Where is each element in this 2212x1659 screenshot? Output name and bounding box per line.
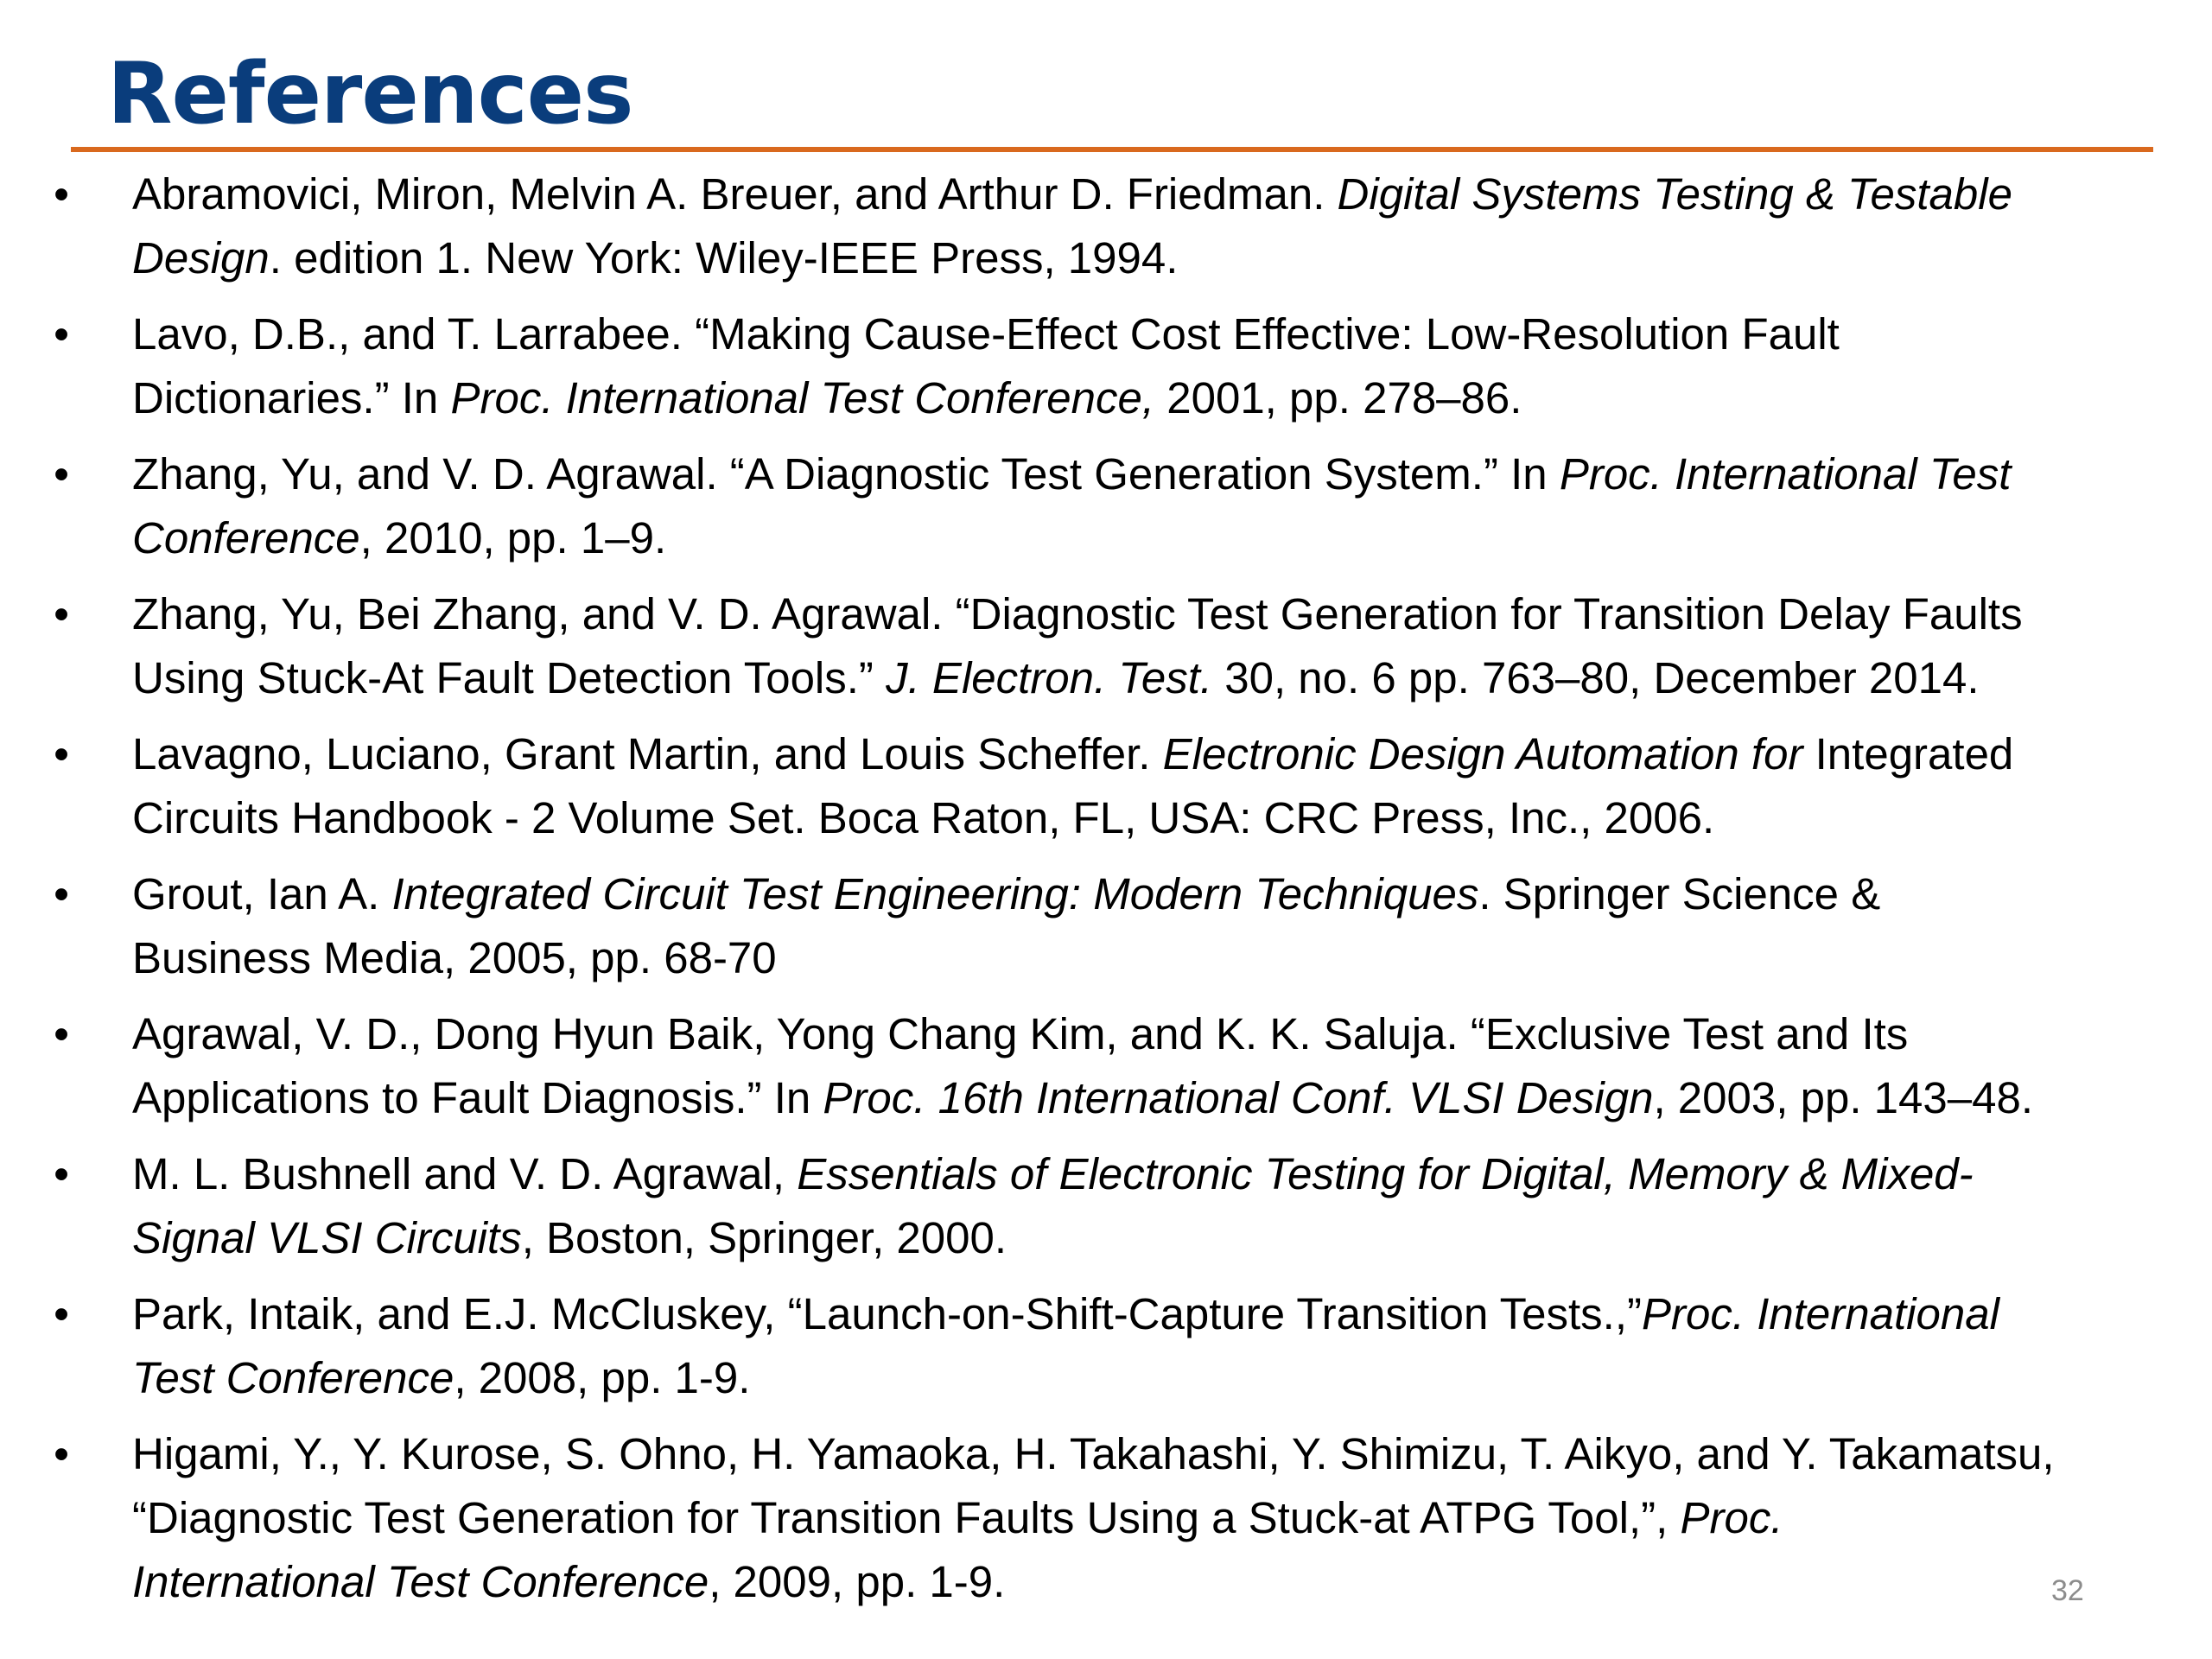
- reference-item: [0, 1422, 2212, 1614]
- reference-text: , 2003, pp. 143–48.: [1653, 1073, 2034, 1122]
- reference-text: Dictionaries.” In: [132, 373, 451, 423]
- bullet-glyph: •: [54, 1149, 69, 1198]
- bullet-glyph: •: [54, 169, 69, 219]
- bullet-glyph: •: [54, 589, 69, 639]
- reference-text: , Boston, Springer, 2000.: [521, 1213, 1007, 1262]
- reference-venue: Proc. International Test: [1559, 449, 2012, 499]
- bullet-glyph: •: [54, 729, 69, 779]
- reference-item: [0, 1142, 2212, 1270]
- bullet-glyph: •: [54, 1429, 69, 1478]
- reference-text: Park, Intaik, and E.J. McCluskey, “Launch-on-Shift-Capture Transition Tests.,”: [132, 1289, 1642, 1338]
- reference-item: [0, 162, 2212, 290]
- reference-text: Applications to Fault Diagnosis.” In: [132, 1073, 823, 1122]
- reference-text: “Diagnostic Test Generation for Transition Faults Using a Stuck-at ATPG Tool,”,: [132, 1493, 1681, 1542]
- reference-text: Integrated: [1802, 729, 2014, 779]
- reference-text: , 2009, pp. 1-9.: [709, 1557, 1006, 1606]
- reference-text: , 2008, pp. 1-9.: [454, 1353, 751, 1402]
- reference-book-title: Electronic Design Automation for: [1162, 729, 1803, 779]
- reference-venue: Proc. International Test Conference,: [450, 373, 1155, 423]
- reference-item: [0, 862, 2212, 990]
- reference-text: Agrawal, V. D., Dong Hyun Baik, Yong Chang Kim, and K. K. Saluja. “Exclusive Test and Its: [132, 1009, 1909, 1058]
- reference-text: Using Stuck-At Fault Detection Tools.”: [132, 653, 887, 702]
- reference-book-title: Digital Systems Testing & Testable: [1337, 169, 2012, 219]
- reference-text: Circuits Handbook - 2 Volume Set. Boca Raton, FL, USA: CRC Press, Inc., 2006.: [132, 793, 1715, 842]
- bullet-glyph: •: [54, 1009, 69, 1058]
- reference-venue: Proc. 16th International Conf. VLSI Design: [823, 1073, 1654, 1122]
- reference-item: [0, 722, 2212, 850]
- reference-text: , 2010, pp. 1–9.: [359, 513, 667, 563]
- bullet-glyph: •: [54, 309, 69, 359]
- reference-venue: International Test Conference: [132, 1557, 709, 1606]
- title-divider: [71, 147, 2153, 152]
- reference-book-title: Integrated Circuit Test Engineering: Modern Techniques: [391, 869, 1479, 918]
- reference-item: [0, 1002, 2212, 1130]
- bullet-glyph: •: [54, 869, 69, 918]
- reference-venue: Proc. International: [1642, 1289, 1999, 1338]
- reference-book-title: Design: [132, 233, 270, 283]
- reference-text: Zhang, Yu, Bei Zhang, and V. D. Agrawal. “Diagnostic Test Generation for Transition Delay Faults: [132, 589, 2023, 639]
- reference-item: [0, 582, 2212, 710]
- slide-title: References: [107, 45, 633, 143]
- reference-text: Lavo, D.B., and T. Larrabee. “Making Cause-Effect Cost Effective: Low-Resolution Fault: [132, 309, 1840, 359]
- reference-item: [0, 302, 2212, 430]
- reference-text: . Springer Science &: [1478, 869, 1881, 918]
- reference-venue: Test Conference: [132, 1353, 454, 1402]
- reference-text: Higami, Y., Y. Kurose, S. Ohno, H. Yamaoka, H. Takahashi, Y. Shimizu, T. Aikyo, and Y. Takamatsu,: [132, 1429, 2055, 1478]
- reference-list: [0, 162, 2212, 1626]
- reference-text: . edition 1. New York: Wiley-IEEE Press, 1994.: [269, 233, 1179, 283]
- reference-text: 2001, pp. 278–86.: [1154, 373, 1522, 423]
- reference-book-title: Signal VLSI Circuits: [132, 1213, 522, 1262]
- reference-venue: Conference: [132, 513, 360, 563]
- reference-text: Abramovici, Miron, Melvin A. Breuer, and Arthur D. Friedman.: [132, 169, 1338, 219]
- reference-book-title: Essentials of Electronic Testing for Digital, Memory & Mixed-: [797, 1149, 1974, 1198]
- reference-text: Business Media, 2005, pp. 68-70: [132, 933, 777, 982]
- reference-text: Grout, Ian A.: [132, 869, 392, 918]
- reference-venue: Proc.: [1680, 1493, 1783, 1542]
- bullet-glyph: •: [54, 449, 69, 499]
- reference-text: M. L. Bushnell and V. D. Agrawal,: [132, 1149, 798, 1198]
- reference-item: [0, 1282, 2212, 1410]
- page-number: 32: [2051, 1574, 2084, 1607]
- reference-text: Lavagno, Luciano, Grant Martin, and Louis Scheffer.: [132, 729, 1163, 779]
- reference-venue: J. Electron. Test.: [886, 653, 1213, 702]
- reference-item: [0, 442, 2212, 570]
- bullet-glyph: •: [54, 1289, 69, 1338]
- reference-text: Zhang, Yu, and V. D. Agrawal. “A Diagnostic Test Generation System.” In: [132, 449, 1560, 499]
- reference-text: 30, no. 6 pp. 763–80, December 2014.: [1212, 653, 1980, 702]
